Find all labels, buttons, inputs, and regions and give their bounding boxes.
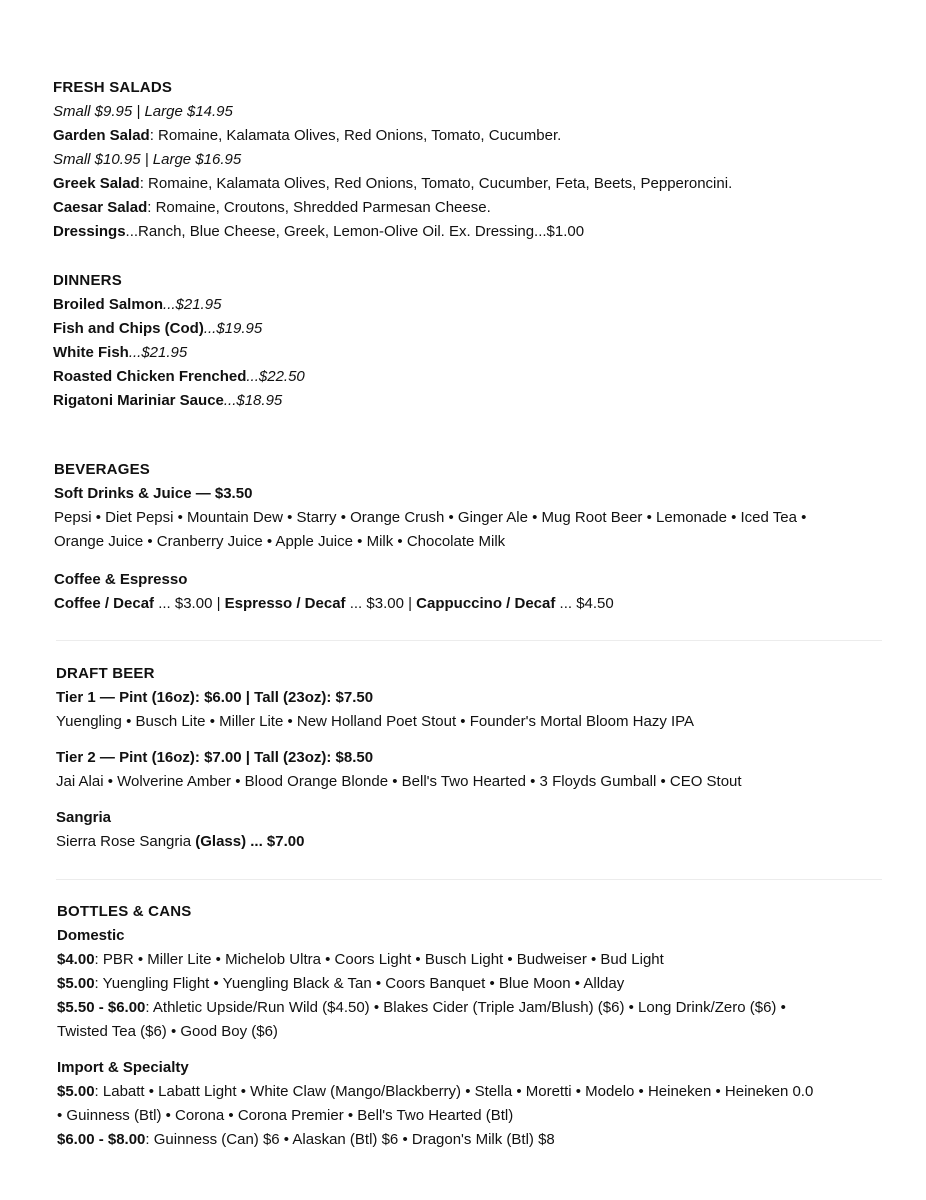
item-price: ... $4.50 — [555, 595, 614, 612]
coffee-prices — [54, 592, 926, 616]
item-name: Coffee / Decaf — [54, 595, 155, 612]
item-name: Greek Salad — [53, 175, 140, 192]
item-desc: : Romaine, Croutons, Shredded Parmesan Cheese. — [147, 199, 491, 216]
item-name: Roasted Chicken Frenched — [53, 368, 247, 385]
price-tier: $4.00 — [57, 951, 95, 968]
sangria-item — [56, 830, 926, 854]
section-heading: DRAFT BEER — [56, 665, 155, 682]
item-price: ...$21.95 — [128, 344, 188, 361]
menu-item — [53, 341, 926, 365]
item-name: Caesar Salad — [53, 199, 148, 216]
beer-list: : Yuengling Flight • Yuengling Black & Tan • Coors Banquet • Blue Moon • Allday — [94, 975, 625, 992]
section-heading: FRESH SALADS — [53, 79, 173, 96]
dinners-section — [0, 269, 926, 413]
beer-list: : Athletic Upside/Run Wild ($4.50) • Blakes Cider (Triple Jam/Blush) ($6) • Long Drink/Zero ($6) • — [145, 999, 786, 1016]
soft-drinks-list: Pepsi • Diet Pepsi • Mountain Dew • Starry • Orange Crush • Ginger Ale • Mug Root Beer • Lemonade • Iced Tea • — [54, 509, 807, 526]
bottles-cans-section — [0, 900, 926, 1152]
subsection-title-coffee: Coffee & Espresso — [54, 571, 188, 588]
item-name: Dressings — [53, 223, 126, 240]
item-name: White Fish — [53, 344, 129, 361]
import-title: Import & Specialty — [57, 1059, 189, 1076]
menu-item-garden-salad — [53, 124, 926, 148]
item-price: ... $3.00 | — [154, 595, 225, 612]
salad-price: Small $9.95 | Large $14.95 — [53, 103, 233, 120]
beer-list: : Guinness (Can) $6 • Alaskan (Btl) $6 • Dragon's Milk (Btl) $8 — [145, 1131, 555, 1148]
section-heading: BEVERAGES — [54, 461, 150, 478]
domestic-title: Domestic — [57, 927, 125, 944]
menu-item — [53, 389, 926, 413]
item-name: Fish and Chips (Cod) — [53, 320, 204, 337]
price-row — [57, 1080, 926, 1104]
price-row — [57, 948, 926, 972]
item-desc: : Romaine, Kalamata Olives, Red Onions, Tomato, Cucumber, Feta, Beets, Pepperoncini. — [139, 175, 733, 192]
beer-list-continued: Twisted Tea ($6) • Good Boy ($6) — [57, 1023, 278, 1040]
sangria-title: Sangria — [56, 809, 112, 826]
menu-item-caesar-salad — [53, 196, 926, 220]
menu-item-greek-salad — [53, 172, 926, 196]
price-tier: $5.50 - $6.00 — [57, 999, 146, 1016]
item-name: Garden Salad — [53, 127, 150, 144]
salad-price: Small $10.95 | Large $16.95 — [53, 151, 242, 168]
item-name: Broiled Salmon — [53, 296, 164, 313]
item-price: (Glass) ... $7.00 — [195, 833, 305, 850]
item-price: ...$18.95 — [223, 392, 283, 409]
tier-2-title: Tier 2 — Pint (16oz): $7.00 | Tall (23oz): $8.50 — [56, 749, 374, 766]
section-heading: DINNERS — [53, 272, 122, 289]
soft-drinks-list-continued: Orange Juice • Cranberry Juice • Apple Juice • Milk • Chocolate Milk — [54, 533, 506, 550]
beer-list-continued: • Guinness (Btl) • Corona • Corona Premier • Bell's Two Hearted (Btl) — [57, 1107, 514, 1124]
price-tier: $5.00 — [57, 1083, 95, 1100]
item-price: ... $3.00 | — [345, 595, 417, 612]
item-name: Espresso / Decaf — [224, 595, 346, 612]
tier-1-title: Tier 1 — Pint (16oz): $6.00 | Tall (23oz): $7.50 — [56, 689, 374, 706]
item-name: Sierra Rose Sangria — [56, 833, 196, 850]
beer-list: : PBR • Miller Lite • Michelob Ultra • Coors Light • Busch Light • Budweiser • Bud Light — [94, 951, 664, 968]
subsection-title-soft-drinks: Soft Drinks & Juice — $3.50 — [54, 485, 253, 502]
menu-item — [53, 293, 926, 317]
section-divider — [56, 640, 882, 641]
price-row — [57, 972, 926, 996]
section-heading: BOTTLES & CANS — [57, 903, 192, 920]
item-desc: ...Ranch, Blue Cheese, Greek, Lemon-Olive Oil. Ex. Dressing...$1.00 — [125, 223, 585, 240]
beverages-section — [0, 458, 926, 616]
price-row — [57, 996, 926, 1020]
section-divider — [56, 879, 882, 880]
menu-item — [53, 365, 926, 389]
price-tier: $6.00 - $8.00 — [57, 1131, 146, 1148]
menu-item-dressings — [53, 220, 926, 244]
item-price: ...$19.95 — [203, 320, 263, 337]
price-tier: $5.00 — [57, 975, 95, 992]
price-row — [57, 1128, 926, 1152]
menu-item — [53, 317, 926, 341]
item-desc: : Romaine, Kalamata Olives, Red Onions, Tomato, Cucumber. — [149, 127, 562, 144]
fresh-salads-section — [0, 76, 926, 244]
beer-list: : Labatt • Labatt Light • White Claw (Mango/Blackberry) • Stella • Moretti • Modelo • Heineken • Heineken 0.0 — [94, 1083, 814, 1100]
item-name: Cappuccino / Decaf — [416, 595, 556, 612]
tier-2-list: Jai Alai • Wolverine Amber • Blood Orange Blonde • Bell's Two Hearted • 3 Floyds Gumball • CEO Stout — [56, 773, 742, 790]
item-price: ...$21.95 — [163, 296, 222, 313]
item-name: Rigatoni Mariniar Sauce — [53, 392, 224, 409]
item-price: ...$22.50 — [246, 368, 305, 385]
tier-1-list: Yuengling • Busch Lite • Miller Lite • New Holland Poet Stout • Founder's Mortal Bloom Hazy IPA — [56, 713, 695, 730]
draft-beer-section — [0, 662, 926, 854]
